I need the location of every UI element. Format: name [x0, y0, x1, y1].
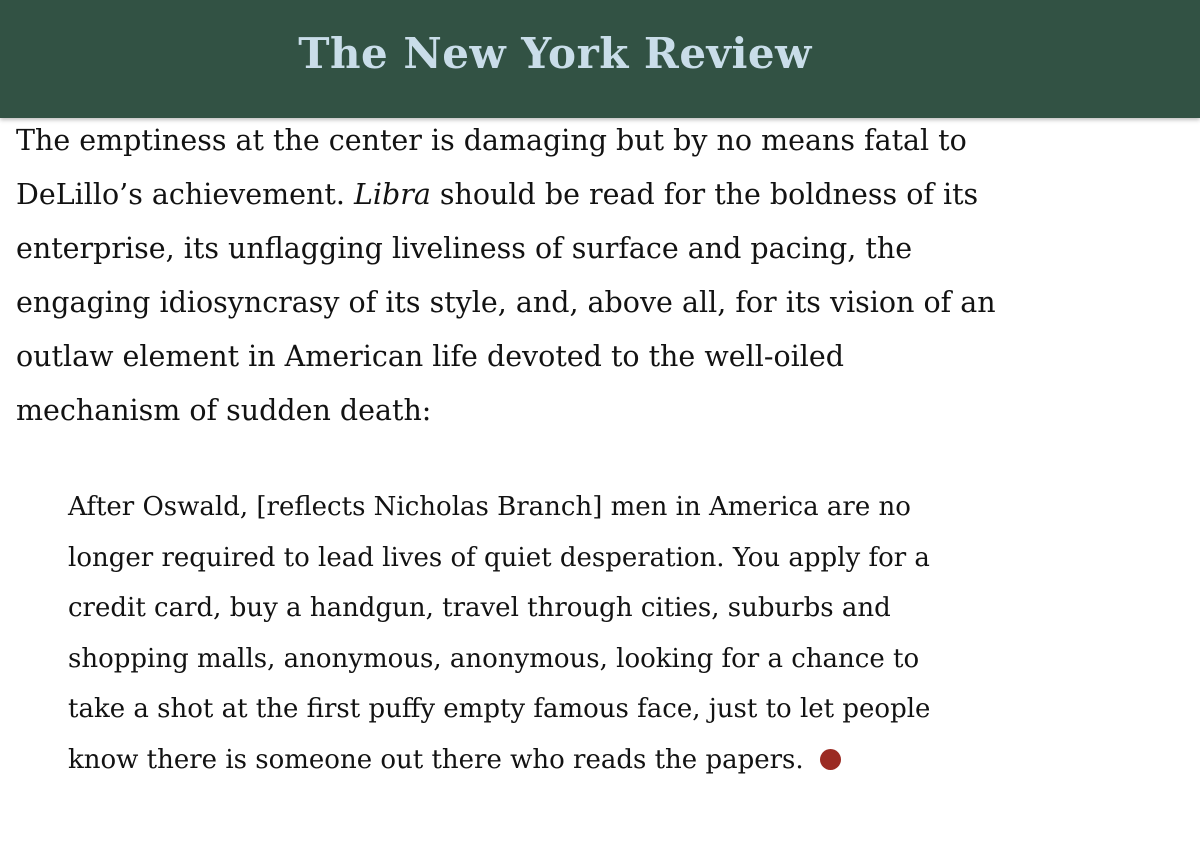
- blockquote: [68, 482, 1108, 785]
- quote-line: take a shot at the first puffy empty famous face, just to let people: [68, 694, 931, 724]
- article-paragraph: [16, 114, 1136, 438]
- paragraph-text-segment: should be read for the boldness of its: [430, 178, 979, 211]
- paragraph-line: mechanism of sudden death:: [16, 394, 432, 427]
- site-header: [0, 0, 1200, 118]
- quote-line: credit card, buy a handgun, travel through cities, suburbs and: [68, 593, 891, 623]
- quote-line: longer required to lead lives of quiet desperation. You apply for a: [68, 542, 930, 573]
- book-title: Libra: [353, 178, 431, 211]
- paragraph-line: enterprise, its unflagging liveliness of surface and pacing, the: [16, 232, 913, 265]
- quote-line: shopping malls, anonymous, anonymous, looking for a chance to: [68, 643, 920, 674]
- end-mark-icon: [820, 749, 841, 770]
- quote-line: After Oswald, [reflects Nicholas Branch] men in America are no: [68, 492, 911, 522]
- quote-text-segment: know there is someone out there who reads the papers.: [68, 744, 804, 775]
- paragraph-text-segment: DeLillo’s achievement.: [16, 178, 354, 211]
- paragraph-line: outlaw element in American life devoted to the well-oiled: [16, 340, 844, 373]
- paragraph-line: [16, 168, 1136, 222]
- quote-line: [68, 735, 1108, 786]
- paragraph-line: The emptiness at the center is damaging but by no means fatal to: [16, 124, 967, 157]
- paragraph-line: engaging idiosyncrasy of its style, and, above all, for its vision of an: [16, 286, 996, 319]
- masthead-title[interactable]: The New York Review: [298, 29, 812, 78]
